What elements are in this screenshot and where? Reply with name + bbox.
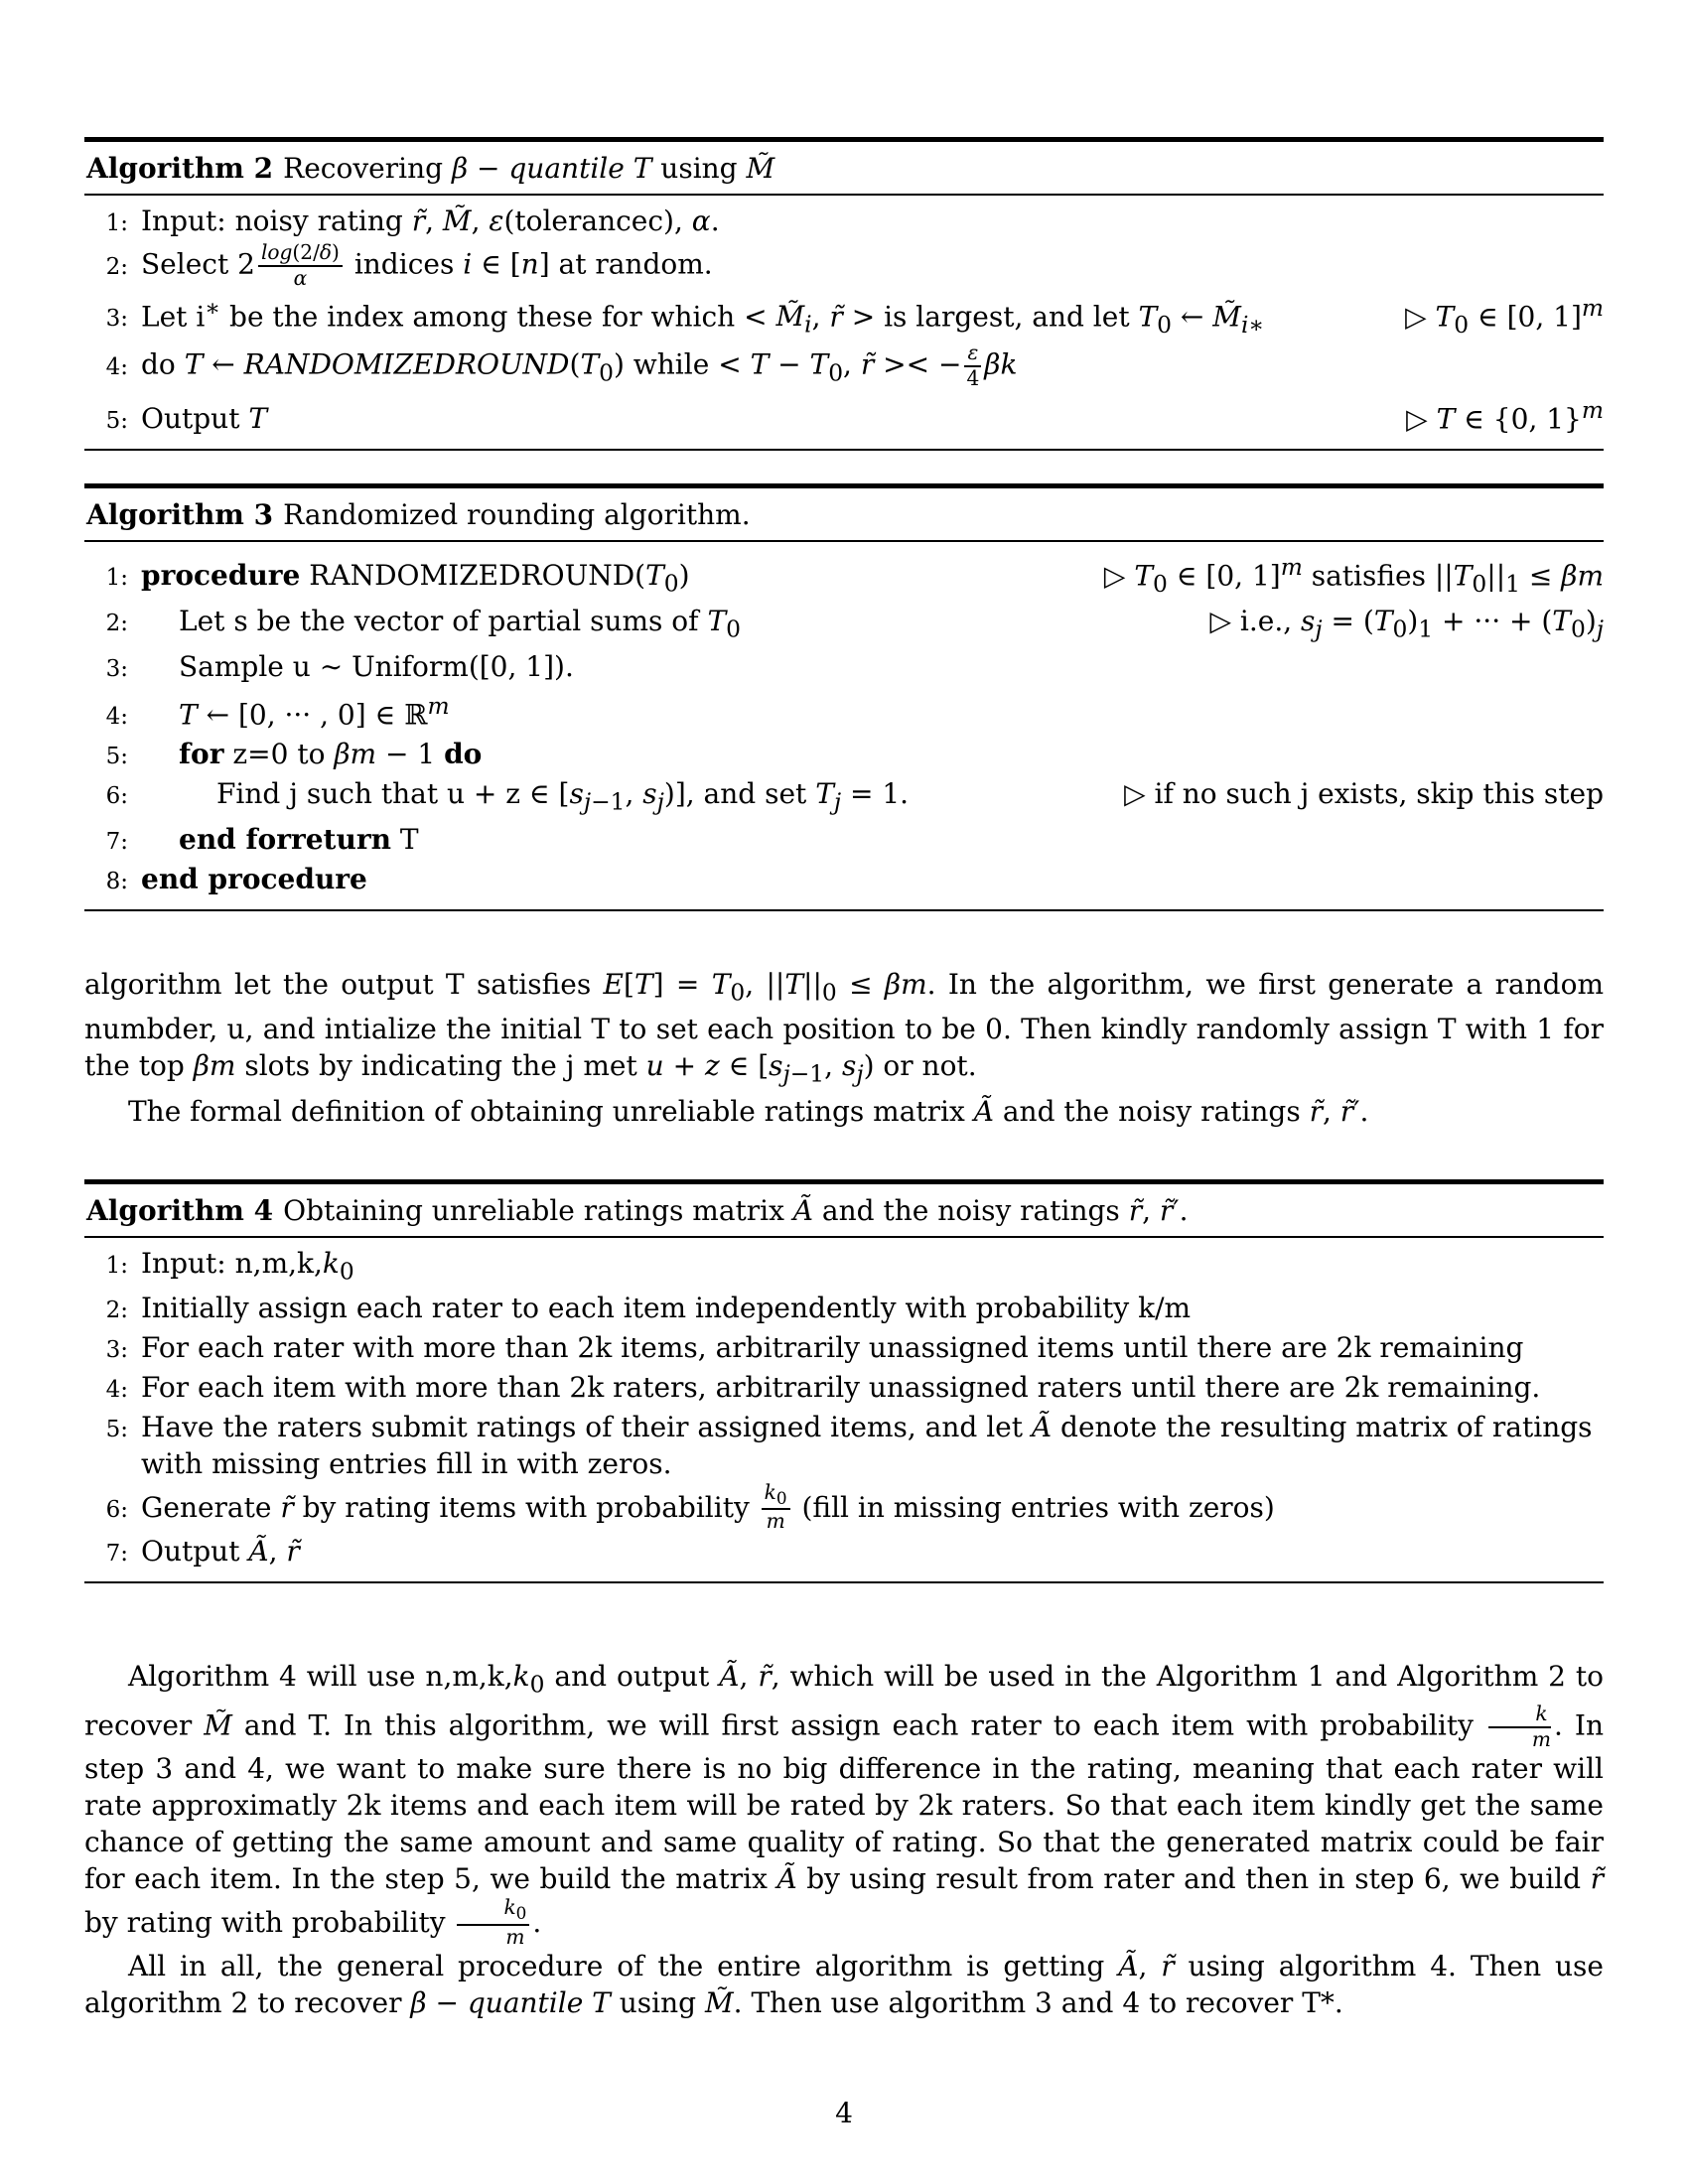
algorithm-line (84, 242, 1604, 290)
algorithm-line (84, 688, 1604, 736)
line-text: T ← [0, ··· , 0] ∈ ℝ$^m$ (179, 691, 450, 731)
line-text: Find j such that u + z ∈ [$s_{j-1}$, $s_j$)], and set $T_j = 1$. (216, 776, 910, 816)
algorithm-line (84, 1329, 1604, 1369)
algorithm-line (84, 1290, 1604, 1329)
algorithm-body (84, 1238, 1604, 1582)
line-number: 4: (105, 354, 128, 381)
algorithm-line (84, 1369, 1604, 1409)
line-text: Input: $n,m,k,k_0$ (141, 1246, 354, 1286)
line-number: 3: (105, 305, 128, 332)
line-number: 3: (105, 1337, 128, 1364)
rule-bottom (84, 1581, 1604, 1583)
line-number: 8: (105, 868, 128, 894)
line-text: do T ← $RANDOMIZEDROUND(T_0)$ while < $T - T_0$, r̃ >< − $\frac{\varepsilon}{4}$ βk (141, 341, 1018, 391)
line-text: end procedure (141, 862, 367, 895)
line-comment: ▷ $T_0$ ∈ [0, 1]$^m$ (1405, 293, 1604, 339)
line-number: 7: (105, 1541, 128, 1568)
line-number: 6: (105, 782, 128, 809)
line-text: Initially assign each rater to each item independently with probability k/m (141, 1292, 1192, 1325)
line-text: Select 2 $\frac{\log(2/\delta)}{\alpha}$ indices i ∈ [n] at random. (141, 240, 713, 290)
rule-bottom (84, 909, 1604, 911)
algorithm-header (84, 488, 1604, 540)
line-number: 5: (105, 408, 128, 435)
algorithm-line (84, 1409, 1604, 1482)
line-text: procedure $RANDOMIZEDROUND(T_0)$ (141, 559, 690, 598)
algorithm-title: Recovering β − quantile T using M̃ (283, 152, 775, 185)
algorithm-header (84, 1184, 1604, 1236)
algorithm-header (84, 142, 1604, 194)
line-text: For each item with more than 2k raters, arbitrarily unassigned raters until there are 2k remaining. (141, 1371, 1541, 1405)
algorithm-2-block (84, 137, 1604, 451)
line-text: for z=0 to βm − 1 do (179, 737, 483, 770)
algorithm-line (84, 1245, 1604, 1291)
algorithm-3-block (84, 483, 1604, 910)
line-number: 6: (105, 1497, 128, 1524)
algorithm-line (84, 775, 1604, 821)
algorithm-line (84, 861, 1604, 900)
line-text: Sample u ∼ Uniform([0, 1]). (179, 649, 574, 683)
algorithm-label: Algorithm 4 (86, 1193, 274, 1227)
line-number: 3: (105, 655, 128, 682)
paragraph: The formal definition of obtaining unreliable ratings matrix Ã and the noisy ratings r̃, r̃′. (128, 1094, 1369, 1128)
line-text: Let i∗ be the index among these for which < $M̃_i$, r̃ > is largest, and let $T_0$ ← $M̃_{i∗}$ (141, 293, 1265, 339)
line-number: 1: (105, 565, 128, 592)
algorithm-line (84, 1482, 1604, 1533)
algorithm-label: Algorithm 3 (86, 498, 274, 532)
line-number: 2: (105, 253, 128, 280)
line-number: 5: (105, 743, 128, 769)
line-comment: ▷ T ∈ {0, 1}$^m$ (1406, 395, 1604, 436)
line-number: 1: (105, 210, 128, 236)
algorithm-title: Obtaining unreliable ratings matrix Ã and the noisy ratings r̃, r̃′. (283, 1193, 1189, 1227)
paragraph: algorithm let the output T satisfies $E[T] = T_0$, $||T||_0 \le \beta m$. In the algorithm, we first generate a random numbder, u, and intialize the initial T to set each position to be 0. Then kindly randomly assign T with 1 for the top βm slots by indicating the j met u + z ∈ [$s_{j-1}$, $s_j$) or not. (84, 967, 1605, 1088)
algorithm-line (84, 648, 1604, 688)
algorithm-body (84, 542, 1604, 908)
line-text: Output T (141, 402, 268, 436)
algorithm-line (84, 1533, 1604, 1572)
line-text: Let s be the vector of partial sums of $T_0$ (179, 604, 741, 643)
line-comment: ▷ if no such j exists, skip this step (1124, 776, 1604, 810)
algorithm-body (84, 196, 1604, 449)
line-text: end forreturn T (179, 822, 419, 856)
line-text: Output Ã, r̃ (141, 1535, 300, 1569)
line-comment: ▷ i.e., $s_j = (T_0)_1$ + ··· + $(T_0)_j$ (1209, 604, 1604, 643)
paragraph: All in all, the general procedure of the entire algorithm is getting Ã, r̃ using algorithm 4. Then use algorithm 2 to recover β − quantile T using M̃. Then use algorithm 3 and 4 to recover T*. (84, 1950, 1604, 2020)
algorithm-4-block (84, 1179, 1604, 1584)
algorithm-line (84, 392, 1604, 440)
algorithm-line (84, 549, 1604, 603)
line-number: 2: (105, 610, 128, 636)
line-number: 2: (105, 1297, 128, 1324)
line-text: For each rater with more than 2k items, arbitrarily unassigned items until there are 2k remaining (141, 1331, 1524, 1365)
line-number: 4: (105, 1377, 128, 1404)
paragraph: Algorithm 4 will use $n,m,k,k_0$ and output Ã, r̃, which will be used in the Algorithm 1 and Algorithm 2 to recover M̃ and T. In this algorithm, we will first assign each rater to each item with probability $\frac{k}{m}$ . In step 3 and 4, we want to make sure there is no big difference in the rating, meaning that each rater will rate approximatly 2k items and each item will be rated by 2k raters. So that each item kindly get the same chance of getting the same amount and same quality of rating. So that the generated matrix could be fair for each item. In the step 5, we build the matrix Ã by using result from rater and then in step 6, we build r̃ by rating with probability $\frac{k_0}{m}$ . (84, 1660, 1605, 1949)
line-number: 5: (105, 1417, 128, 1443)
line-text: Input: noisy rating r̃, M̃, ε(tolerancec), α. (141, 205, 720, 237)
line-text: Generate r̃ by rating items with probability $\frac{k_0}{m}$ (fill in missing entries with zeros) (141, 1480, 1275, 1534)
algorithm-line (84, 203, 1604, 242)
algorithm-line (84, 603, 1604, 648)
page-content (84, 0, 1604, 2021)
rule-bottom (84, 449, 1604, 451)
page-number: 4 (835, 2097, 853, 2129)
algorithm-line (84, 290, 1604, 343)
algorithm-line (84, 736, 1604, 775)
line-comment: ▷ $T_0$ ∈ [0, 1]$^m$ satisfies $||T_0||_1 \le \beta m$ (1103, 553, 1604, 598)
algorithm-label: Algorithm 2 (86, 152, 274, 185)
algorithm-title: Randomized rounding algorithm. (283, 498, 751, 532)
algorithm-line (84, 342, 1604, 391)
algorithm-line (84, 821, 1604, 861)
line-number: 7: (105, 828, 128, 855)
line-text: Have the raters submit ratings of their assigned items, and let Ã denote the resulting matrix of ratings with missing entries fill in with zeros. (141, 1411, 1593, 1481)
line-number: 4: (105, 703, 128, 730)
line-number: 1: (105, 1252, 128, 1279)
